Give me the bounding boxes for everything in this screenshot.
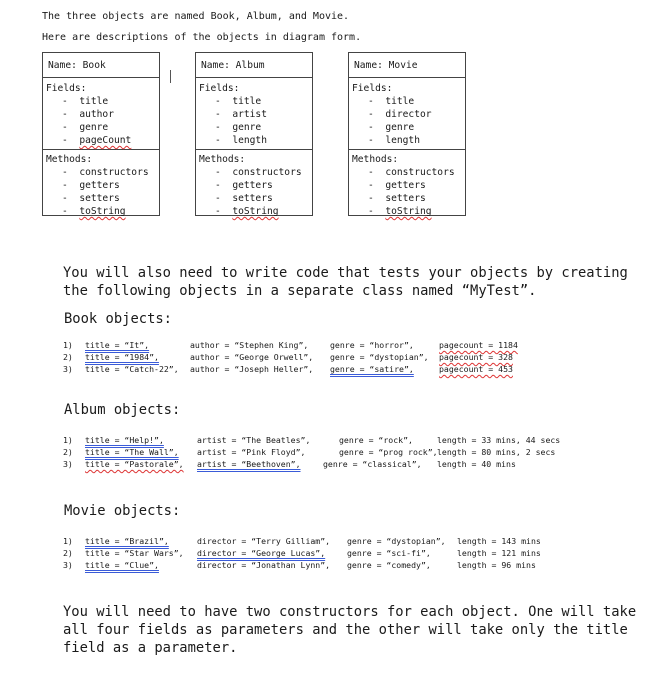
row-author: author = “Joseph Heller”, (190, 364, 314, 374)
row-length: length = 40 mins (437, 459, 516, 469)
row-length: length = 121 mins (457, 548, 541, 558)
row-number: 3) (63, 364, 73, 374)
row-artist: artist = “Beethoven”, (197, 459, 301, 469)
row-title: title = “The Wall”, (85, 447, 179, 457)
method-item: - setters (62, 192, 159, 205)
book-diagram (42, 52, 160, 216)
method-item: - setters (215, 192, 312, 205)
album-objects-heading: Album objects: (64, 402, 181, 418)
diagram-fields (43, 78, 159, 150)
field-item: - artist (215, 108, 312, 121)
row-title: title = “Pastorale”, (85, 459, 184, 469)
diagram-fields (349, 78, 465, 150)
row-title: title = “Brazil”, (85, 536, 169, 546)
movie-objects-heading: Movie objects: (64, 503, 181, 519)
row-length: length = 33 mins, 44 secs (437, 435, 561, 445)
row-genre: genre = “rock”, (339, 435, 413, 445)
field-text: pageCount (79, 135, 132, 146)
methods-label: Methods: (199, 154, 246, 165)
row-genre: genre = “sci-fi”, (347, 548, 431, 558)
row-author: author = “Stephen King”, (190, 340, 309, 350)
row-title: title = “Help!”, (85, 435, 164, 445)
method-item: - getters (368, 179, 465, 192)
row-genre: genre = “satire”, (330, 364, 414, 374)
constructors-line-1: You will need to have two constructors for each object. One will take (63, 604, 637, 620)
field-item: - title (368, 95, 465, 108)
row-genre: genre = “classical”, (323, 459, 422, 469)
row-title: title = “It”, (85, 340, 150, 350)
field-item: - genre (368, 121, 465, 134)
method-text: toString (79, 206, 126, 217)
row-length: length = 143 mins (457, 536, 541, 546)
field-item: - author (62, 108, 159, 121)
diagram-fields (196, 78, 312, 150)
field-item: - length (215, 134, 312, 147)
row-author: author = “George Orwell”, (190, 352, 314, 362)
constructors-line-3: field as a parameter. (63, 640, 238, 656)
field-item: - genre (215, 121, 312, 134)
method-item: - setters (368, 192, 465, 205)
row-artist: artist = “Pink Floyd”, (197, 447, 306, 457)
diagram-name: Name: Album (196, 53, 312, 78)
method-item: - constructors (62, 166, 159, 179)
method-item: - getters (215, 179, 312, 192)
row-length: length = 80 mins, 2 secs (437, 447, 556, 457)
row-title: title = “Catch-22”, (85, 364, 179, 374)
row-number: 2) (63, 548, 73, 558)
row-title: title = “1984”, (85, 352, 159, 362)
book-objects-heading: Book objects: (64, 311, 172, 327)
row-director: director = “Jonathan Lynn”, (197, 560, 331, 570)
field-item: - length (368, 134, 465, 147)
method-item (62, 205, 159, 218)
field-item (62, 134, 159, 147)
row-number: 3) (63, 459, 73, 469)
method-item (215, 205, 312, 218)
also-line-2: the following objects in a separate class named “MyTest”. (63, 283, 537, 299)
method-item: - constructors (368, 166, 465, 179)
diagram-methods (349, 150, 465, 218)
row-genre: genre = “comedy”, (347, 560, 431, 570)
also-line-1: You will also need to write code that tests your objects by creating (63, 265, 628, 281)
method-text: toString (385, 206, 432, 217)
methods-label: Methods: (352, 154, 399, 165)
row-genre: genre = “dystopian”, (330, 352, 429, 362)
movie-diagram (348, 52, 466, 216)
methods-label: Methods: (46, 154, 93, 165)
row-pagecount: pagecount = 453 (439, 364, 513, 374)
row-number: 3) (63, 560, 73, 570)
method-item: - constructors (215, 166, 312, 179)
row-pagecount: pagecount = 328 (439, 352, 513, 362)
diagram-methods (196, 150, 312, 218)
row-director: director = “George Lucas”, (197, 548, 326, 558)
intro-line-1: The three objects are named Book, Album, and Movie. (42, 11, 350, 22)
row-number: 1) (63, 435, 73, 445)
row-number: 1) (63, 340, 73, 350)
row-number: 2) (63, 447, 73, 457)
row-director: director = “Terry Gilliam”, (197, 536, 331, 546)
method-text: toString (232, 206, 279, 217)
row-genre: genre = “prog rock”, (339, 447, 438, 457)
row-genre: genre = “dystopian”, (347, 536, 446, 546)
diagram-name: Name: Book (43, 53, 159, 78)
field-item: - genre (62, 121, 159, 134)
method-item: - getters (62, 179, 159, 192)
field-item: - title (215, 95, 312, 108)
fields-label: Fields: (352, 83, 393, 94)
row-pagecount: pagecount = 1184 (439, 340, 518, 350)
field-item: - title (62, 95, 159, 108)
diagram-name: Name: Movie (349, 53, 465, 78)
row-title: title = “Star Wars”, (85, 548, 184, 558)
row-length: length = 96 mins (457, 560, 536, 570)
diagram-methods (43, 150, 159, 218)
row-number: 1) (63, 536, 73, 546)
row-title: title = “Clue”, (85, 560, 159, 570)
constructors-line-2: all four fields as parameters and the other will take only the title (63, 622, 628, 638)
album-diagram (195, 52, 313, 216)
intro-line-2: Here are descriptions of the objects in diagram form. (42, 32, 362, 43)
row-genre: genre = “horror”, (330, 340, 414, 350)
row-artist: artist = “The Beatles”, (197, 435, 311, 445)
row-number: 2) (63, 352, 73, 362)
field-item: - director (368, 108, 465, 121)
fields-label: Fields: (199, 83, 240, 94)
method-item (368, 205, 465, 218)
text-cursor (170, 70, 171, 83)
fields-label: Fields: (46, 83, 87, 94)
